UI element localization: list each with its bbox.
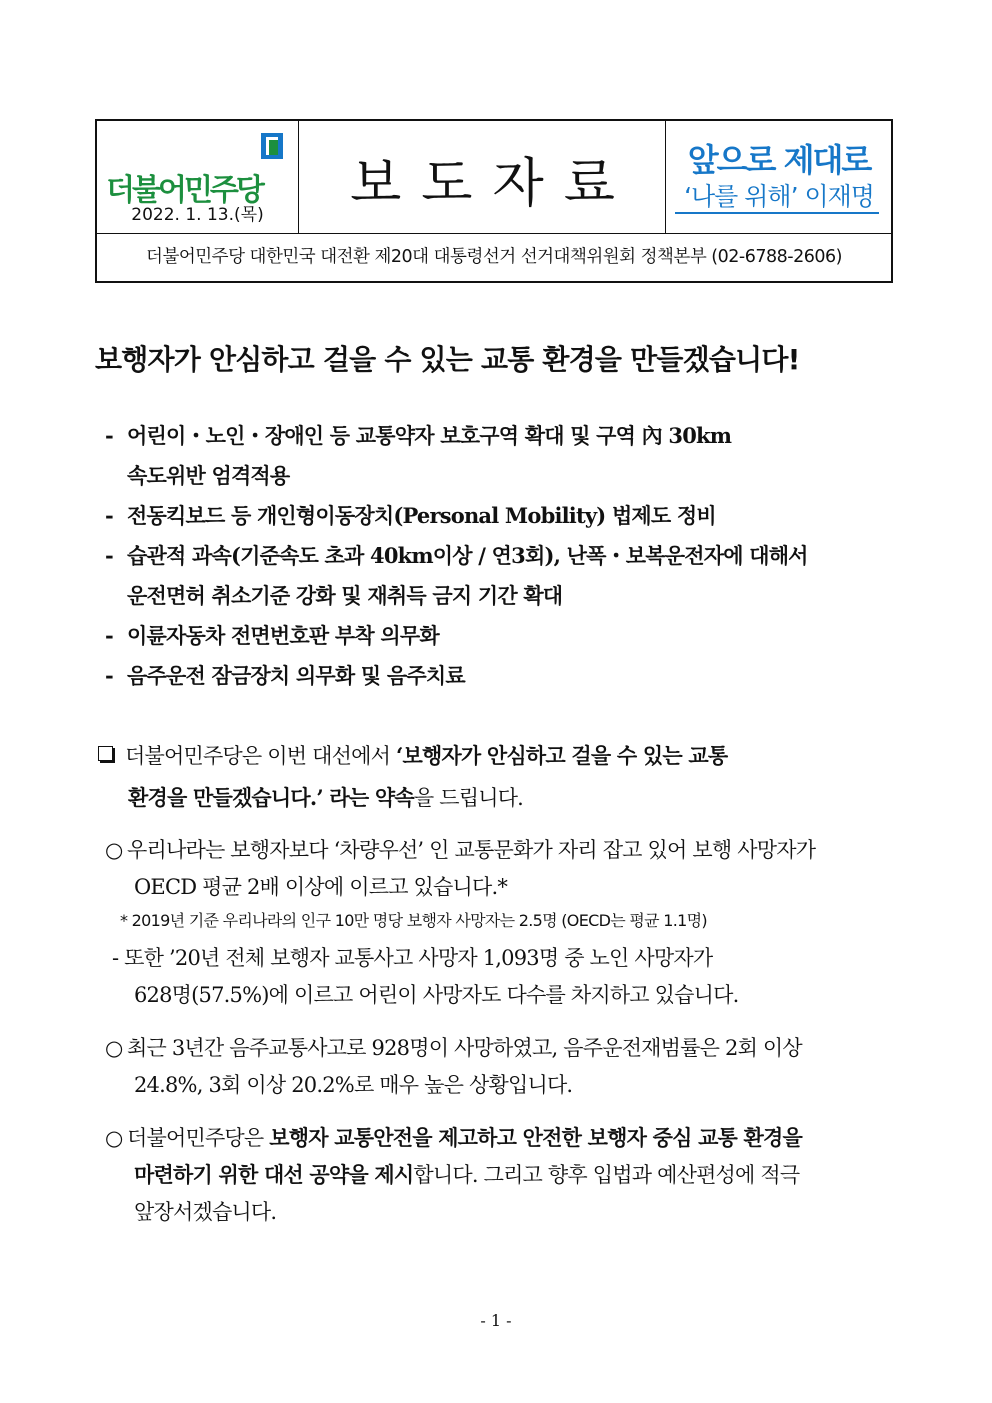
body-paragraph-1-line2: 환경을 만들겠습니다.’ 라는 약속을 드립니다. [128,785,524,810]
body-paragraph-2-line2: OECD 평균 2배 이상에 이르고 있습니다.* [134,875,508,899]
organization-line: 더불어민주당 대한민국 대전환 제20대 대통령선거 선거대책위원회 정책본부 (02-6788-2606) [146,247,842,267]
press-release-header [95,119,893,283]
body-paragraph-2-line1: ○ 우리나라는 보행자보다 ‘차량우선’ 인 교통문화가 자리 잡고 있어 보행 사망자가 [105,838,816,862]
doc-type-title: 보도자료 [350,153,635,214]
header-top-row [97,121,891,234]
body-paragraph-5-line2: 마련하기 위한 대선 공약을 제시합니다. 그리고 향후 입법과 예산편성에 적극 [134,1162,800,1187]
release-date: 2022. 1. 13.(목) [131,205,264,225]
body-paragraph-5-line1: ○ 더불어민주당은 보행자 교통안전을 제고하고 안전한 보행자 중심 교통 환경을 [105,1125,803,1150]
party-logo-cell [97,121,299,233]
body-paragraph-3-line1: - 또한 ’20년 전체 보행자 교통사고 사망자 1,093명 중 노인 사망자가 [112,946,713,970]
footnote: * 2019년 기준 우리나라의 인구 10만 명당 보행자 사망자는 2.5명 (OECD는 평균 1.1명) [120,911,707,930]
body-paragraph-4-line2: 24.8%, 3회 이상 20.2%로 매우 높은 상황입니다. [134,1073,573,1097]
page-number: - 1 - [480,1311,512,1330]
headline: 보행자가 안심하고 걸을 수 있는 교통 환경을 만들겠습니다! [95,343,800,376]
body-paragraph-4-line1: ○ 최근 3년간 음주교통사고로 928명이 사망하였고, 음주운전재범률은 2회 이상 [105,1036,802,1060]
doc-type-cell [298,121,666,233]
circle-bullet-icon: ○ [105,1036,123,1060]
summary-item: - 이륜자동차 전면번호판 부착 의무화 [105,623,439,648]
summary-list [105,416,905,696]
party-flag-icon [260,131,287,163]
summary-item: - 어린이・노인・장애인 등 교통약자 보호구역 확대 및 구역 內 30km 속도위반 엄격적용 [105,423,732,488]
checkbox-bullet-icon [98,746,113,761]
body-paragraph-5-line3: 앞장서겠습니다. [134,1200,277,1224]
summary-item: - 습관적 과속(기준속도 초과 40km이상 / 연3회), 난폭・보복운전자에 대해서 운전면허 취소기준 강화 및 재취득 금지 기간 확대 [105,543,808,608]
slogan-main: 앞으로 제대로 [687,141,871,179]
circle-bullet-icon: ○ [105,1126,123,1150]
slogan-underline [675,212,879,214]
circle-bullet-icon: ○ [105,838,123,862]
summary-item: - 전동킥보드 등 개인형이동장치(Personal Mobility) 법제도 정비 [105,503,716,528]
body-paragraph-1-line1: 더불어민주당은 이번 대선에서 ‘보행자가 안심하고 걸을 수 있는 교통 [98,740,727,770]
summary-item: - 음주운전 잠금장치 의무화 및 음주치료 [105,663,465,688]
slogan-sub: ‘나를 위해’ 이재명 [684,182,874,211]
body-paragraph-3-line2: 628명(57.5%)에 이르고 어린이 사망자도 다수를 차지하고 있습니다. [134,983,739,1007]
party-logo: 더불어민주당 [106,173,262,208]
slogan-cell [665,121,893,233]
